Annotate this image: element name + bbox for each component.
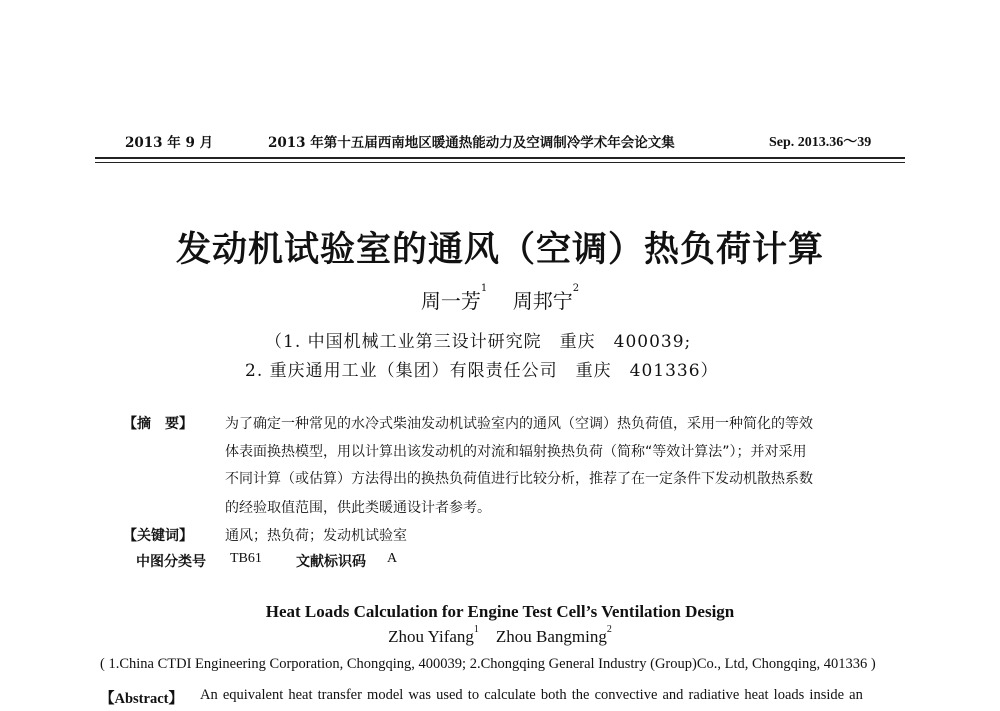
keywords-zh-label: 【关键词】 <box>123 528 193 544</box>
abstract-zh-line: 体表面换热模型，用以计算出该发动机的对流和辐射换热负荷（简称“等效计算法”）；并对采用 <box>225 444 807 460</box>
header-pages: Sep. 2013.36～39 <box>769 135 872 150</box>
affiliation-zh-2: 2. 重庆通用工业（集团）有限责任公司 重庆 401336） <box>245 361 719 381</box>
author-zh-2-sup: 2 <box>572 283 580 294</box>
abstract-zh-line: 的经验取值范围，供此类暖通设计者参考。 <box>225 500 491 516</box>
title-en: Heat Loads Calculation for Engine Test Cell’s Ventilation Design <box>265 602 735 621</box>
authors-zh <box>0 285 1000 314</box>
keywords-zh-text: 通风；热负荷；发动机试验室 <box>225 528 407 544</box>
abstract-en-text: An equivalent heat transfer model was used to calculate both the convective and radiative heat loads inside an <box>200 687 863 703</box>
title-zh: 发动机试验室的通风（空调）热负荷计算 <box>175 230 824 270</box>
affiliation-en: ( 1.China CTDI Engineering Corporation, Chongqing, 400039; 2.Chongqing General Industry (Group)Co., Ltd, Chongqing, 401336 ) <box>100 656 876 672</box>
abstract-zh-label: 【摘 要】 <box>123 416 193 432</box>
author-zh-1: 周一芳 <box>420 289 481 313</box>
clc-label: 中图分类号 <box>136 554 206 570</box>
clc-code: TB61 <box>230 551 262 566</box>
author-zh-2: 周邦宁 <box>512 289 573 313</box>
author-en-1: Zhou Yifang <box>388 627 474 646</box>
header-proceedings: 2013 年第十五届西南地区暖通热能动力及空调制冷学术年会论文集 <box>268 135 675 151</box>
header-rule <box>95 157 905 163</box>
header-date: 2013 年 9 月 <box>125 135 214 151</box>
affiliation-zh-1: （1. 中国机械工业第三设计研究院 重庆 400039; <box>265 332 692 352</box>
authors-en <box>0 624 1000 647</box>
doc-code-label: 文献标识码 <box>296 554 366 570</box>
abstract-zh-line: 为了确定一种常见的水冷式柴油发动机试验室内的通风（空调）热负荷值，采用一种简化的等效 <box>225 416 813 432</box>
author-en-1-sup: 1 <box>473 624 479 635</box>
abstract-en-label: 【Abstract】 <box>100 691 183 707</box>
author-en-2-sup: 2 <box>606 624 612 635</box>
doc-code: A <box>387 551 398 566</box>
author-en-2: Zhou Bangming <box>495 627 607 646</box>
abstract-zh-line: 不同计算（或估算）方法得出的换热负荷值进行比较分析，推荐了在一定条件下发动机散热系数 <box>225 471 813 487</box>
author-zh-1-sup: 1 <box>480 283 488 294</box>
